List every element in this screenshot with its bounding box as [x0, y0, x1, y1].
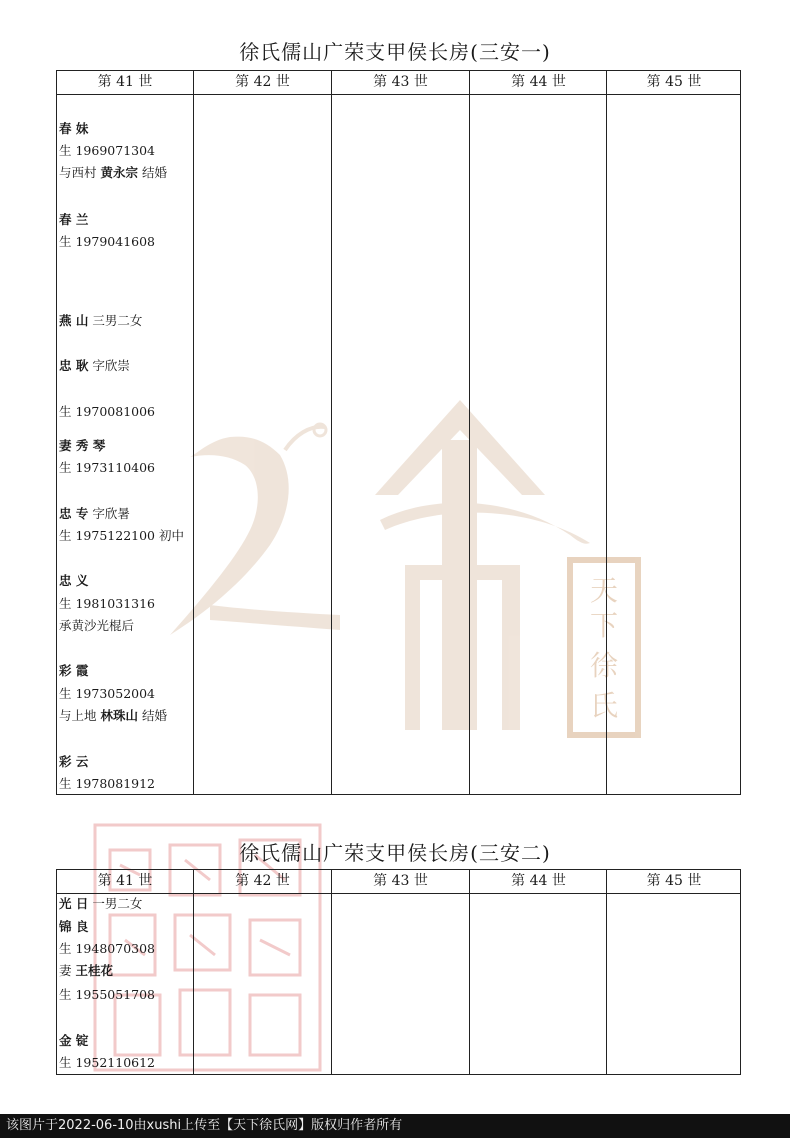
header-gen-45: 第 45 世 — [646, 873, 702, 889]
column-divider — [331, 71, 332, 794]
header-gen-45: 第 45 世 — [646, 74, 702, 90]
column-divider — [469, 71, 470, 794]
list-item: 忠 义 — [59, 573, 89, 588]
list-item: 光 日 一男二女 — [59, 896, 143, 911]
column-divider — [193, 870, 194, 1074]
header-gen-42: 第 42 世 — [235, 74, 290, 90]
list-item: 燕 山 三男二女 — [59, 313, 143, 328]
list-item: 与上地 林珠山 结婚 — [59, 708, 167, 723]
list-item: 春 妹 — [59, 121, 89, 136]
list-item: 春 兰 — [59, 212, 89, 227]
list-item: 生 1973052004 — [59, 686, 156, 701]
header-gen-41: 第 41 世 — [97, 74, 153, 90]
list-item: 忠 耿 字欣崇 — [59, 358, 130, 373]
table-title: 徐氏儒山广荣支甲侯长房(三安一) — [239, 40, 551, 64]
list-item: 生 1975122100 初中 — [59, 528, 184, 543]
list-item: 妻 秀 琴 — [59, 438, 106, 453]
header-gen-43: 第 43 世 — [373, 873, 428, 889]
svg-text:天: 天 — [589, 574, 619, 607]
upload-footer: 该图片于2022-06-10由xushi上传至【天下徐氏网】版权归作者所有 — [0, 1114, 790, 1138]
svg-text:氏: 氏 — [589, 689, 619, 722]
list-item: 生 1978081912 — [59, 776, 156, 791]
header-gen-44: 第 44 世 — [511, 873, 566, 889]
genealogy-table-1 — [56, 70, 741, 795]
header-gen-41: 第 41 世 — [97, 873, 153, 889]
list-item: 生 1973110406 — [59, 460, 156, 475]
header-gen-44: 第 44 世 — [511, 74, 566, 90]
list-item: 锦 良 — [59, 919, 89, 934]
column-divider — [606, 71, 607, 794]
list-item: 承黄沙光棍后 — [59, 618, 135, 633]
list-item: 彩 云 — [59, 754, 89, 769]
list-item: 生 1952110612 — [59, 1055, 156, 1070]
table-title: 徐氏儒山广荣支甲侯长房(三安二) — [239, 841, 551, 865]
header-gen-43: 第 43 世 — [373, 74, 428, 90]
list-item: 金 锭 — [59, 1033, 89, 1048]
list-item: 与西村 黄永宗 结婚 — [59, 165, 167, 180]
column-divider — [193, 71, 194, 794]
table-header — [57, 71, 740, 95]
header-gen-42: 第 42 世 — [235, 873, 290, 889]
column-divider — [331, 870, 332, 1074]
list-item: 生 1970081006 — [59, 404, 156, 419]
list-item: 生 1948070308 — [59, 941, 156, 956]
list-item: 忠 专 字欣暑 — [59, 506, 130, 521]
list-item: 生 1981031316 — [59, 596, 156, 611]
list-item: 生 1955051708 — [59, 987, 156, 1002]
list-item: 生 1969071304 — [59, 143, 156, 158]
svg-text:徐: 徐 — [589, 649, 619, 682]
table-header — [57, 870, 740, 894]
column-divider — [469, 870, 470, 1074]
list-item: 彩 霞 — [59, 663, 89, 678]
column-divider — [606, 870, 607, 1074]
genealogy-table-2 — [56, 869, 741, 1075]
list-item: 妻 王桂花 — [59, 963, 113, 978]
svg-text:下: 下 — [589, 609, 619, 642]
list-item: 生 1979041608 — [59, 234, 156, 249]
